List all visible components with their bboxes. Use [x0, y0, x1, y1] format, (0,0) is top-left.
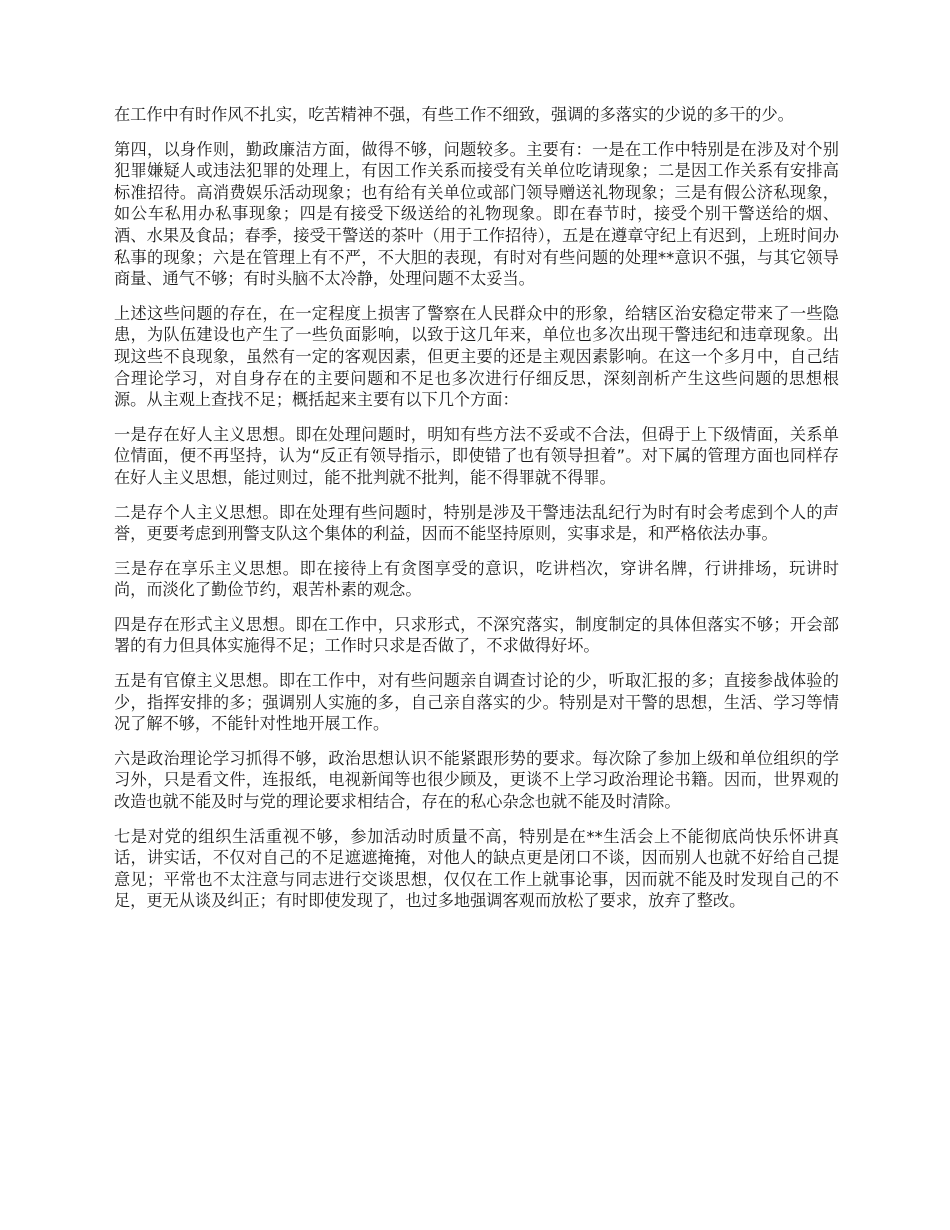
- paragraph: 一是存在好人主义思想。即在处理问题时，明知有些方法不妥或不合法，但碍于上下级情面，关系单位情面，便不再坚持，认为“反正有领导指示，即使错了也有领导担着”。对下属的管理方面也同样存在好人主义思想，能过则过，能不批判就不批判，能不得罪就不得罪。: [114, 424, 839, 487]
- paragraph: 在工作中有时作风不扎实，吃苦精神不强，有些工作不细致，强调的多落实的少说的多干的少。: [114, 105, 794, 124]
- paragraph: 上述这些问题的存在，在一定程度上损害了警察在人民群众中的形象，给辖区治安稳定带来了一些隐患，为队伍建设也产生了一些负面影响，以致于这几年来，单位也多次出现干警违纪和违章现象。出现这些不良现象，虽然有一定的客观因素，但更主要的还是主观因素影响。在这一个多月中，自己结合理论学习，对自身存在的主要问题和不足也多次进行仔细反思，深刻剖析产生这些问题的思想根源。从主观上查找不足；概括起来主要有以下几个方面：: [114, 303, 839, 410]
- paragraph: 七是对党的组织生活重视不够，参加活动时质量不高，特别是在**生活会上不能彻底尚快乐怀讲真话，讲实话，不仅对自己的不足遮遮掩掩，对他人的缺点更是闭口不谈，因而别人也就不好给自己提意见；平常也不太注意与同志进行交谈思想，仅仅在工作上就事论事，因而就不能及时发现自己的不足，更无从谈及纠正；有时即使发现了，也过多地强调客观而放松了要求，放弃了整改。: [114, 826, 839, 911]
- paragraph: 二是存个人主义思想。即在处理有些问题时，特别是涉及干警违法乱纪行为时有时会考虑到个人的声誉，更要考虑到刑警支队这个集体的利益，因而不能坚持原则，实事求是，和严格依法办事。: [114, 502, 839, 544]
- paragraph: 三是存在享乐主义思想。即在接待上有贪图享受的意识，吃讲档次，穿讲名牌，行讲排场，玩讲时尚，而淡化了勤俭节约，艰苦朴素的观念。: [114, 558, 839, 600]
- paragraph: 四是存在形式主义思想。即在工作中，只求形式，不深究落实，制度制定的具体但落实不够；开会部署的有力但具体实施得不足；工作时只求是否做了，不求做得好坏。: [114, 614, 839, 656]
- document-page: [114, 104, 839, 925]
- paragraph: 第四，以身作则，勤政廉洁方面，做得不够，问题较多。主要有：一是在工作中特别是在涉及对个别犯罪嫌疑人或违法犯罪的处理上，有因工作关系而接受有关单位吃请现象；二是因工作关系有安排高标准招待。高消费娱乐活动现象；也有给有关单位或部门领导赠送礼物现象；三是有假公济私现象，如公车私用办私事现象；四是有接受下级送给的礼物现象。即在春节时，接受个别干警送给的烟、酒、水果及食品；春季，接受干警送的茶叶（用于工作招待），五是在遵章守纪上有迟到，上班时间办私事的现象；六是在管理上有不严，不大胆的表现，有时对有些问题的处理**意识不强，与其它领导商量、通气不够；有时头脑不太冷静，处理问题不太妥当。: [114, 139, 839, 289]
- paragraph: 五是有官僚主义思想。即在工作中，对有些问题亲自调查讨论的少，听取汇报的多；直接参战体验的少，指挥安排的多；强调别人实施的多，自己亲自落实的少。特别是对干警的思想，生活、学习等情况了解不够，不能针对性地开展工作。: [114, 671, 839, 734]
- paragraph: 六是政治理论学习抓得不够，政治思想认识不能紧跟形势的要求。每次除了参加上级和单位组织的学习外，只是看文件，连报纸，电视新闻等也很少顾及，更谈不上学习政治理论书籍。因而，世界观的改造也就不能及时与党的理论要求相结合，存在的私心杂念也就不能及时清除。: [114, 748, 839, 812]
